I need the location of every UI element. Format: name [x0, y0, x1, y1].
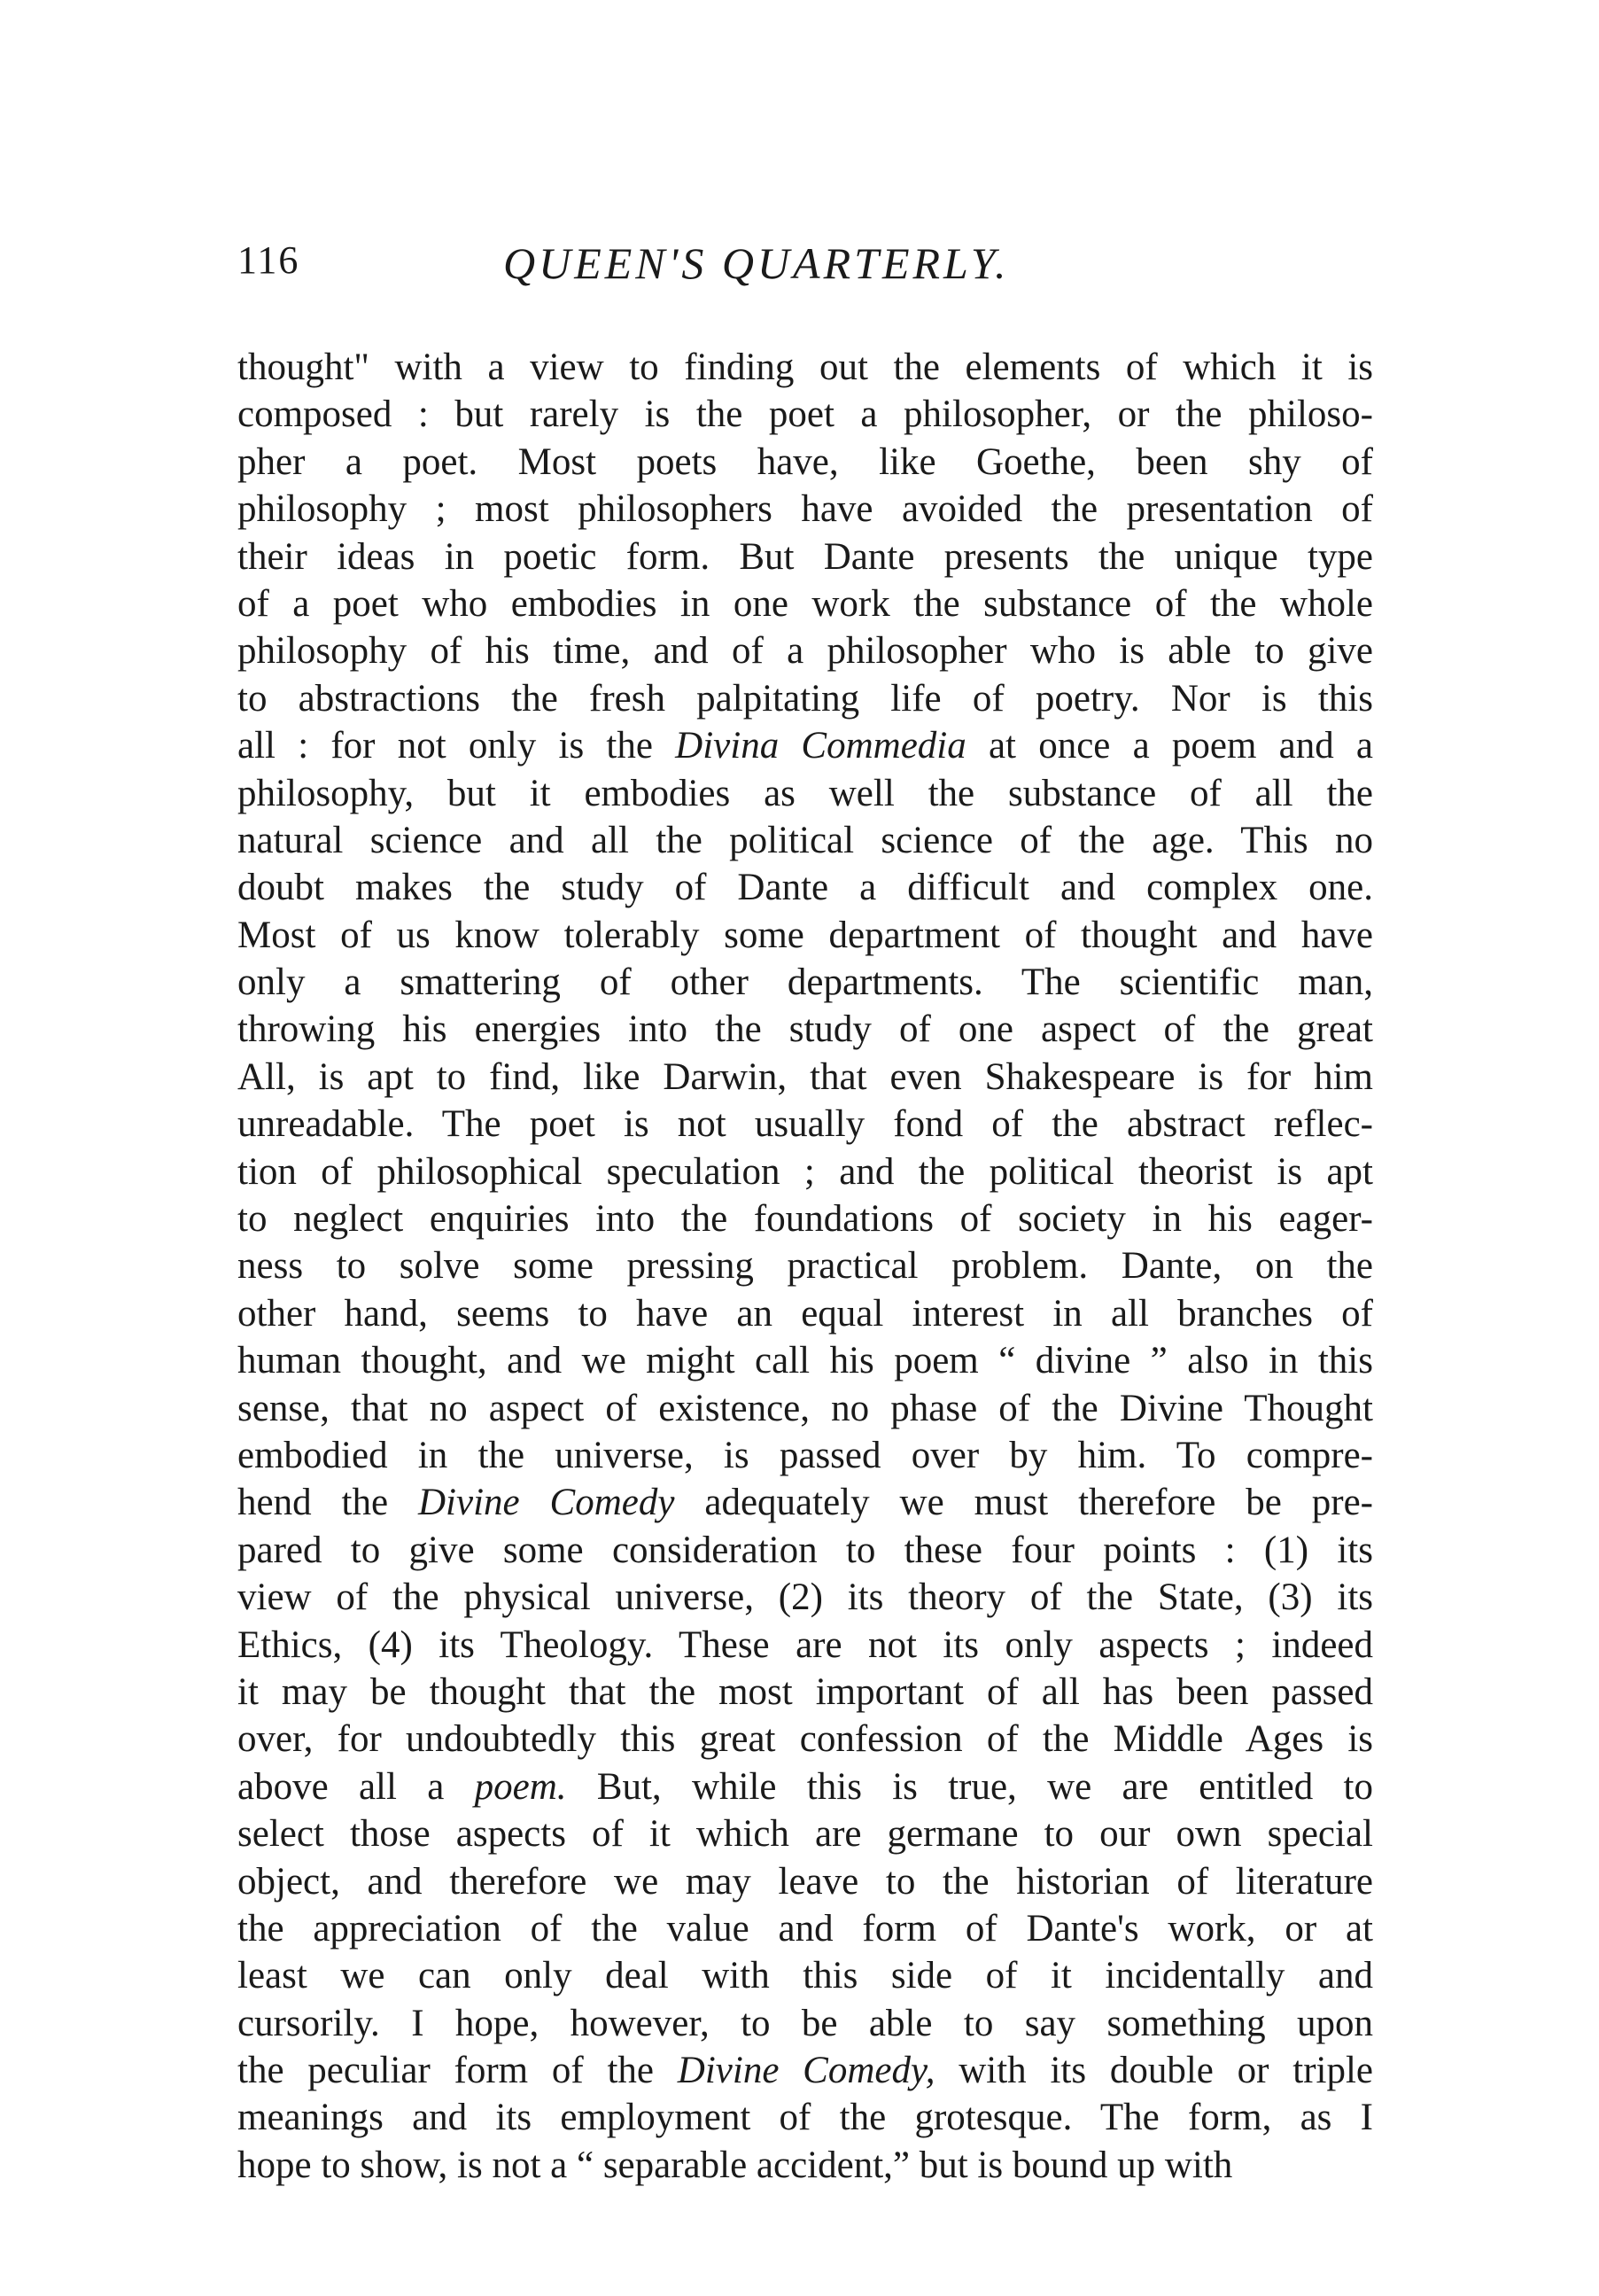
line-text: to abstractions the fresh palpitating life of poetry. Nor is this [237, 677, 1373, 720]
text-line [237, 1290, 1373, 1337]
text-line [237, 1810, 1373, 1857]
text-line [237, 1054, 1373, 1101]
text-line [237, 912, 1373, 959]
line-text: philosophy, but it embodies as well the substance of all the [237, 772, 1373, 814]
page-number: 116 [237, 238, 300, 282]
line-text: of a poet who embodies in one work the substance of the whole [237, 582, 1373, 625]
line-text: above all a [237, 1765, 475, 1808]
line-text: All, is apt to find, like Darwin, that even Shakespeare is for him [237, 1055, 1373, 1098]
text-line [237, 580, 1373, 627]
text-line [237, 533, 1373, 580]
text-line [237, 1622, 1373, 1669]
line-text: tion of philosophical speculation ; and the political theorist is apt [237, 1150, 1373, 1193]
text-line [237, 486, 1373, 533]
line-text: embodied in the universe, is passed over by him. To compre- [237, 1434, 1373, 1476]
line-text: other hand, seems to have an equal interest in all branches of [237, 1292, 1373, 1335]
line-text: natural science and all the political science of the age. This no [237, 819, 1373, 861]
line-text: over, for undoubtedly this great confession of the Middle Ages is [237, 1718, 1373, 1761]
line-text: only a smattering of other departments. The scientific man, [237, 961, 1373, 1004]
line-text: their ideas in poetic form. But Dante presents the unique type [237, 535, 1373, 578]
text-line [237, 1337, 1373, 1384]
line-text: hend the [237, 1482, 418, 1524]
text-line [237, 1716, 1373, 1763]
line-text: ness to solve some pressing practical problem. Dante, on the [237, 1245, 1373, 1288]
line-text: unreadable. The poet is not usually fond of the abstract reflec- [237, 1103, 1373, 1146]
text-line [237, 1479, 1373, 1526]
line-text: least we can only deal with this side of it incidentally and [237, 1955, 1373, 1997]
body-paragraph [237, 344, 1373, 2189]
text-line [237, 1905, 1373, 1952]
line-text: But, while this is true, we are entitled to [566, 1765, 1373, 1808]
italic-title: Divine Comedy, [677, 2050, 935, 2092]
line-text: composed : but rarely is the poet a philosopher, or the philoso- [237, 393, 1373, 436]
line-text: philosophy of his time, and of a philosopher who is able to give [237, 630, 1373, 673]
line-text: meanings and its employment of the grotesque. The form, as I [237, 2097, 1373, 2139]
line-text: all : for not only is the [237, 725, 676, 767]
line-text: select those aspects of it which are germane to our own special [237, 1813, 1373, 1856]
line-text: it may be thought that the most important of all has been passed [237, 1670, 1373, 1713]
line-text: cursorily. I hope, however, to be able to say something upon [237, 2002, 1373, 2044]
text-line [237, 722, 1373, 769]
text-line [237, 1242, 1373, 1289]
line-text: object, and therefore we may leave to the historian of literature [237, 1860, 1373, 1903]
text-line [237, 1101, 1373, 1148]
line-text: view of the physical universe, (2) its theory of the State, (3) its [237, 1576, 1373, 1619]
journal-title: QUEEN'S QUARTERLY. [503, 238, 1010, 288]
text-line [237, 439, 1373, 486]
running-head [237, 237, 1371, 308]
text-line [237, 959, 1373, 1006]
text-line [237, 2094, 1373, 2141]
text-line [237, 344, 1373, 391]
text-line [237, 2142, 1373, 2189]
line-text: throwing his energies into the study of one aspect of the great [237, 1008, 1373, 1051]
text-line [237, 770, 1373, 817]
line-text: thought" with a view to finding out the elements of which it is [237, 346, 1373, 388]
text-line [237, 1858, 1373, 1905]
text-line [237, 1669, 1373, 1716]
line-text: adequately we must therefore be pre- [674, 1482, 1373, 1524]
text-line [237, 2047, 1373, 2094]
line-text: Ethics, (4) its Theology. These are not its only aspects ; indeed [237, 1623, 1373, 1666]
text-line [237, 1763, 1373, 1810]
line-text: pher a poet. Most poets have, like Goethe, been shy of [237, 440, 1373, 483]
line-text: Most of us know tolerably some department of thought and have [237, 914, 1373, 956]
line-text: doubt makes the study of Dante a difficult and complex one. [237, 867, 1373, 909]
text-line [237, 1952, 1373, 1999]
line-text: the peculiar form of the [237, 2050, 678, 2092]
line-text: human thought, and we might call his poem “ divine ” also in this [237, 1340, 1373, 1382]
italic-title: Divina Commedia [675, 725, 966, 767]
text-line [237, 675, 1373, 722]
text-line [237, 1574, 1373, 1621]
text-line [237, 2000, 1373, 2047]
line-text: sense, that no aspect of existence, no phase of the Divine Thought [237, 1387, 1373, 1429]
text-line [237, 1385, 1373, 1432]
text-line [237, 817, 1373, 864]
text-line [237, 1006, 1373, 1053]
text-line [237, 1148, 1373, 1195]
text-line [237, 391, 1373, 438]
italic-title: Divine Comedy [417, 1482, 675, 1524]
text-line [237, 1432, 1373, 1479]
line-text: at once a poem and a [966, 725, 1373, 767]
text-line [237, 1195, 1373, 1242]
text-line [237, 864, 1373, 911]
line-text: philosophy ; most philosophers have avoided the presentation of [237, 488, 1373, 531]
text-line [237, 627, 1373, 674]
italic-title: poem. [474, 1765, 567, 1808]
line-text: to neglect enquiries into the foundations of society in his eager- [237, 1198, 1373, 1241]
text-line [237, 1527, 1373, 1574]
line-text: with its double or triple [935, 2050, 1373, 2092]
line-text: hope to show, is not a “ separable accident,” but is bound up with [237, 2144, 1233, 2186]
line-text: the appreciation of the value and form of Dante's work, or at [237, 1907, 1373, 1950]
line-text: pared to give some consideration to these four points : (1) its [237, 1529, 1373, 1571]
